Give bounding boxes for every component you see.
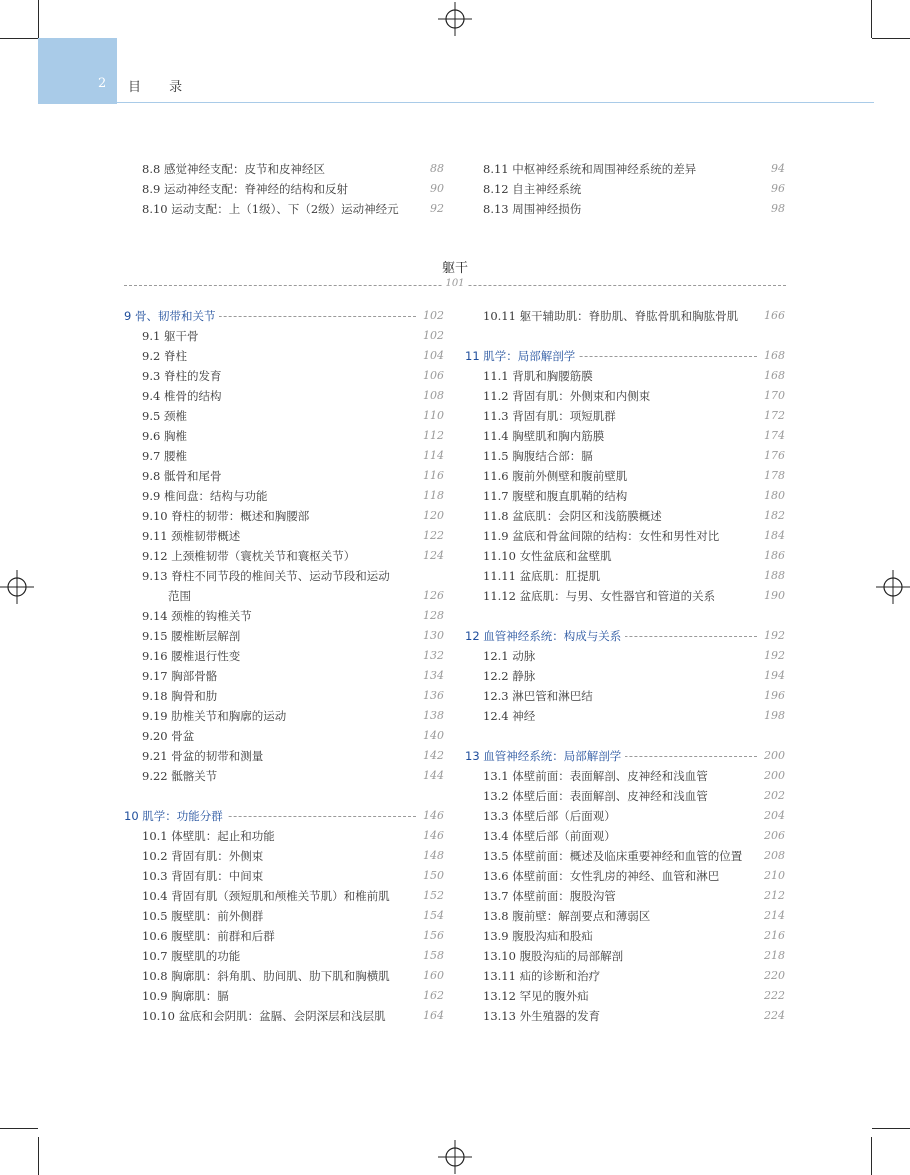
toc-entry-label: 9.2 脊柱 — [142, 349, 187, 363]
toc-spacer — [465, 326, 785, 346]
toc-entry-label: 9.5 颈椎 — [142, 409, 187, 423]
toc-entry-label: 9.18 胸骨和肋 — [142, 689, 218, 703]
toc-entry[interactable] — [465, 986, 785, 1006]
toc-entry[interactable] — [465, 506, 785, 526]
toc-entry-page: 90 — [430, 182, 444, 195]
toc-entry-label: 9.17 胸部骨骼 — [142, 669, 218, 683]
toc-entry-label: 范围 — [168, 589, 191, 603]
toc-entry-label: 13.10 腹股沟疝的局部解剖 — [483, 949, 624, 963]
toc-entry-page: 102 — [423, 309, 444, 322]
toc-entry[interactable] — [465, 1006, 785, 1026]
toc-entry-label: 9.8 骶骨和尾骨 — [142, 469, 222, 483]
toc-entry-label: 10.3 背固有肌：中间束 — [142, 869, 264, 883]
toc-entry-label: 11.8 盆底肌：会阴区和浅筋膜概述 — [483, 509, 662, 523]
toc-right-column — [465, 306, 785, 1026]
toc-entry[interactable] — [124, 846, 444, 866]
toc-entry[interactable] — [465, 786, 785, 806]
toc-entry-label: 8.11 中枢神经系统和周围神经系统的差异 — [483, 162, 697, 176]
toc-entry[interactable] — [124, 386, 444, 406]
toc-entry-label: 9.4 椎骨的结构 — [142, 389, 222, 403]
toc-entry-page: 146 — [423, 809, 444, 822]
toc-entry-label: 10.10 盆底和会阴肌：盆膈、会阴深层和浅层肌 — [142, 1009, 386, 1023]
toc-entry[interactable] — [465, 546, 785, 566]
toc-entry[interactable] — [124, 826, 444, 846]
toc-entry-label: 11.2 背固有肌：外侧束和内侧束 — [483, 389, 651, 403]
toc-entry[interactable] — [124, 159, 444, 179]
toc-entry-page: 168 — [764, 369, 785, 382]
toc-entry[interactable] — [465, 486, 785, 506]
toc-entry-page: 94 — [771, 162, 785, 175]
toc-entry-page: 106 — [423, 369, 444, 382]
toc-entry[interactable] — [465, 846, 785, 866]
toc-entry-page: 188 — [764, 569, 785, 582]
toc-entry-label: 13.3 体壁后部（后面观） — [483, 809, 616, 823]
toc-entry-page: 164 — [423, 1009, 444, 1022]
toc-entry-page: 182 — [764, 509, 785, 522]
toc-entry-page: 104 — [423, 349, 444, 362]
toc-entry-label: 13.11 疝的诊断和治疗 — [483, 969, 601, 983]
toc-entry[interactable] — [124, 866, 444, 886]
toc-entry-label: 12.3 淋巴管和淋巴结 — [483, 689, 593, 703]
toc-entry-label: 10.6 腹壁肌：前群和后群 — [142, 929, 275, 943]
toc-entry-page: 186 — [764, 549, 785, 562]
toc-entry-page: 140 — [423, 729, 444, 742]
toc-chapter-entry[interactable] — [465, 626, 785, 646]
toc-entry-page: 208 — [764, 849, 785, 862]
toc-entry[interactable] — [465, 406, 785, 426]
registration-mark-icon — [438, 2, 472, 36]
toc-entry-label: 11.5 胸腹结合部：膈 — [483, 449, 593, 463]
toc-spacer — [465, 606, 785, 626]
toc-entry-label: 13.13 外生殖器的发育 — [483, 1009, 601, 1023]
toc-entry-label: 8.12 自主神经系统 — [483, 182, 582, 196]
toc-entry-page: 132 — [423, 649, 444, 662]
toc-entry-page: 204 — [764, 809, 785, 822]
toc-entry-page: 126 — [423, 589, 444, 602]
toc-entry-page: 206 — [764, 829, 785, 842]
toc-entry-page: 200 — [764, 749, 785, 762]
toc-entry-label: 13.8 腹前壁：解剖要点和薄弱区 — [483, 909, 651, 923]
toc-entry-label: 12.2 静脉 — [483, 669, 536, 683]
toc-entry[interactable] — [124, 366, 444, 386]
toc-entry[interactable] — [124, 586, 444, 606]
toc-entry-page: 166 — [764, 309, 785, 322]
toc-entry-page: 180 — [764, 489, 785, 502]
toc-entry-page: 190 — [764, 589, 785, 602]
toc-entry-label: 11.7 腹壁和腹直肌鞘的结构 — [483, 489, 628, 503]
toc-entry-label: 8.9 运动神经支配：脊神经的结构和反射 — [142, 182, 348, 196]
toc-entry-label: 9.10 脊柱的韧带：概述和胸腰部 — [142, 509, 310, 523]
toc-entry-label: 8.13 周围神经损伤 — [483, 202, 582, 216]
toc-entry-page: 88 — [430, 162, 444, 175]
toc-entry-page: 154 — [423, 909, 444, 922]
toc-entry[interactable] — [124, 446, 444, 466]
toc-entry[interactable] — [465, 766, 785, 786]
toc-entry-label: 13 血管神经系统：局部解剖学 — [465, 746, 625, 766]
toc-chapter-entry[interactable] — [465, 346, 785, 366]
toc-entry[interactable] — [124, 966, 444, 986]
toc-entry[interactable] — [124, 606, 444, 626]
toc-entry-label: 10.1 体壁肌：起止和功能 — [142, 829, 275, 843]
toc-entry-page: 152 — [423, 889, 444, 902]
toc-entry[interactable] — [465, 586, 785, 606]
toc-entry-label: 12.1 动脉 — [483, 649, 536, 663]
toc-entry-page: 162 — [423, 989, 444, 1002]
toc-entry-label: 9.6 胸椎 — [142, 429, 187, 443]
toc-entry-label: 10 肌学：功能分群 — [124, 806, 227, 826]
toc-entry-label: 9.15 腰椎断层解剖 — [142, 629, 241, 643]
toc-entry-label: 9.14 颈椎的钩椎关节 — [142, 609, 252, 623]
toc-entry-page: 114 — [423, 449, 444, 462]
toc-entry[interactable] — [124, 466, 444, 486]
toc-entry-label: 13.12 罕见的腹外疝 — [483, 989, 589, 1003]
toc-entry-label: 9.1 躯干骨 — [142, 329, 199, 343]
toc-entry-page: 92 — [430, 202, 444, 215]
toc-entry[interactable] — [465, 706, 785, 726]
toc-entry-label: 10.5 腹壁肌：前外侧群 — [142, 909, 264, 923]
toc-entry[interactable] — [124, 646, 444, 666]
toc-entry-label: 9.16 腰椎退行性变 — [142, 649, 241, 663]
toc-entry-page: 150 — [423, 869, 444, 882]
toc-entry-label: 11.10 女性盆底和盆壁肌 — [483, 549, 612, 563]
toc-entry-label: 9.11 颈椎韧带概述 — [142, 529, 241, 543]
toc-entry[interactable] — [124, 566, 444, 586]
toc-entry-page: 172 — [764, 409, 785, 422]
toc-entry-page: 212 — [764, 889, 785, 902]
toc-entry[interactable] — [465, 926, 785, 946]
toc-entry-label: 13.7 体壁前面：腹股沟管 — [483, 889, 616, 903]
registration-mark-icon — [876, 570, 910, 604]
toc-entry[interactable] — [465, 866, 785, 886]
toc-entry[interactable] — [124, 766, 444, 786]
toc-entry-page: 120 — [423, 509, 444, 522]
toc-entry-page: 142 — [423, 749, 444, 762]
toc-entry-label: 12 血管神经系统：构成与关系 — [465, 626, 625, 646]
toc-entry[interactable] — [465, 426, 785, 446]
toc-entry-page: 122 — [423, 529, 444, 542]
toc-entry-label: 9.3 脊柱的发育 — [142, 369, 222, 383]
toc-entry-page: 144 — [423, 769, 444, 782]
toc-entry-label: 9.20 骨盆 — [142, 729, 195, 743]
toc-entry-page: 214 — [764, 909, 785, 922]
toc-entry[interactable] — [124, 406, 444, 426]
toc-entry-page: 110 — [423, 409, 444, 422]
crop-mark — [872, 1128, 910, 1129]
toc-entry-page: 108 — [423, 389, 444, 402]
toc-top-right-column — [465, 159, 785, 219]
toc-entry[interactable] — [465, 159, 785, 179]
toc-entry-label: 9.12 上颈椎韧带（寰枕关节和寰枢关节） — [142, 549, 356, 563]
toc-entry-page: 124 — [423, 549, 444, 562]
toc-chapter-entry[interactable] — [465, 746, 785, 766]
toc-entry[interactable] — [465, 526, 785, 546]
toc-entry-label: 9.7 腰椎 — [142, 449, 187, 463]
toc-entry[interactable] — [465, 646, 785, 666]
toc-entry[interactable] — [124, 346, 444, 366]
toc-entry[interactable] — [465, 826, 785, 846]
toc-entry-page: 118 — [423, 489, 444, 502]
toc-entry-page: 174 — [764, 429, 785, 442]
toc-entry-page: 130 — [423, 629, 444, 642]
toc-entry-label: 13.6 体壁前面：女性乳房的神经、血管和淋巴 — [483, 869, 720, 883]
header-rule — [117, 102, 874, 103]
toc-entry-page: 210 — [764, 869, 785, 882]
toc-entry[interactable] — [465, 966, 785, 986]
toc-chapter-entry[interactable] — [124, 806, 444, 826]
toc-spacer — [124, 786, 444, 806]
toc-entry[interactable] — [124, 706, 444, 726]
toc-entry-label: 10.11 躯干辅助肌：脊肋肌、脊肱骨肌和胸肱骨肌 — [483, 309, 739, 323]
toc-entry[interactable] — [465, 466, 785, 486]
toc-entry[interactable] — [465, 199, 785, 219]
toc-entry[interactable] — [465, 366, 785, 386]
toc-entry-page: 168 — [764, 349, 785, 362]
toc-left-column — [124, 306, 444, 1026]
toc-entry-label: 10.9 胸廓肌：膈 — [142, 989, 229, 1003]
page-title: 目 录 — [128, 80, 195, 95]
toc-entry-page: 96 — [771, 182, 785, 195]
crop-mark — [872, 38, 910, 39]
toc-entry-page: 194 — [764, 669, 785, 682]
toc-entry-label: 11.6 腹前外侧壁和腹前壁肌 — [483, 469, 628, 483]
toc-entry[interactable] — [124, 546, 444, 566]
toc-entry[interactable] — [465, 566, 785, 586]
toc-entry[interactable] — [124, 746, 444, 766]
toc-entry[interactable] — [124, 486, 444, 506]
toc-entry-page: 200 — [764, 769, 785, 782]
toc-entry[interactable] — [124, 199, 444, 219]
toc-entry[interactable] — [124, 686, 444, 706]
toc-entry[interactable] — [465, 886, 785, 906]
toc-entry-page: 224 — [764, 1009, 785, 1022]
toc-entry-label: 13.9 腹股沟疝和股疝 — [483, 929, 593, 943]
toc-entry-page: 138 — [423, 709, 444, 722]
toc-entry[interactable] — [465, 806, 785, 826]
toc-top-left-column — [124, 159, 444, 219]
toc-entry-label: 9.22 骶髂关节 — [142, 769, 218, 783]
toc-entry[interactable] — [124, 886, 444, 906]
toc-entry-page: 102 — [423, 329, 444, 342]
toc-entry-label: 10.8 胸廓肌：斜角肌、肋间肌、肋下肌和胸横肌 — [142, 969, 390, 983]
toc-entry-label: 11.12 盆底肌：与男、女性器官和管道的关系 — [483, 589, 716, 603]
crop-mark — [0, 1128, 38, 1129]
registration-mark-icon — [0, 570, 34, 604]
toc-entry-label: 10.2 背固有肌：外侧束 — [142, 849, 264, 863]
toc-entry-label: 9.21 骨盆的韧带和测量 — [142, 749, 264, 763]
toc-entry-page: 222 — [764, 989, 785, 1002]
toc-entry[interactable] — [124, 726, 444, 746]
toc-entry[interactable] — [124, 946, 444, 966]
header-color-block — [38, 38, 117, 104]
toc-entry-page: 176 — [764, 449, 785, 462]
section-page-number-text: 101 — [442, 278, 467, 289]
toc-entry-label: 10.4 背固有肌（颈短肌和颅椎关节肌）和椎前肌 — [142, 889, 390, 903]
crop-mark — [38, 1137, 39, 1175]
toc-entry-label: 11.4 胸壁肌和胸内筋膜 — [483, 429, 605, 443]
toc-entry-label: 11.3 背固有肌：项短肌群 — [483, 409, 616, 423]
toc-entry-page: 202 — [764, 789, 785, 802]
toc-entry[interactable] — [124, 626, 444, 646]
toc-entry-label: 9.19 肋椎关节和胸廓的运动 — [142, 709, 287, 723]
toc-entry[interactable] — [124, 1006, 444, 1026]
toc-entry[interactable] — [465, 306, 785, 326]
toc-entry[interactable] — [465, 179, 785, 199]
toc-entry[interactable] — [465, 446, 785, 466]
toc-entry-label: 9.13 脊柱不同节段的椎间关节、运动节段和运动 — [142, 569, 390, 583]
toc-entry-label: 13.4 体壁后部（前面观） — [483, 829, 616, 843]
toc-entry-label: 11.9 盆底和骨盆间隙的结构：女性和男性对比 — [483, 529, 720, 543]
page-number: 2 — [98, 76, 107, 91]
toc-entry[interactable] — [124, 906, 444, 926]
toc-entry-page: 134 — [423, 669, 444, 682]
toc-entry-page: 192 — [764, 649, 785, 662]
toc-entry-page: 198 — [764, 709, 785, 722]
toc-entry[interactable] — [124, 666, 444, 686]
toc-entry-label: 9.9 椎间盘：结构与功能 — [142, 489, 268, 503]
toc-entry-page: 218 — [764, 949, 785, 962]
crop-mark — [871, 0, 872, 38]
toc-entry-page: 146 — [423, 829, 444, 842]
crop-mark — [871, 1137, 872, 1175]
toc-spacer — [465, 726, 785, 746]
toc-entry[interactable] — [124, 986, 444, 1006]
toc-entry[interactable] — [465, 946, 785, 966]
toc-entry-page: 112 — [423, 429, 444, 442]
toc-entry[interactable] — [465, 906, 785, 926]
toc-entry-page: 220 — [764, 969, 785, 982]
registration-mark-icon — [438, 1140, 472, 1174]
toc-entry-label: 8.8 感觉神经支配：皮节和皮神经区 — [142, 162, 325, 176]
toc-entry-page: 184 — [764, 529, 785, 542]
toc-entry-page: 160 — [423, 969, 444, 982]
toc-entry-page: 216 — [764, 929, 785, 942]
toc-entry[interactable] — [124, 926, 444, 946]
toc-entry-page: 196 — [764, 689, 785, 702]
toc-entry-page: 148 — [423, 849, 444, 862]
toc-entry-label: 11.11 盆底肌：肛提肌 — [483, 569, 601, 583]
toc-entry-page: 170 — [764, 389, 785, 402]
toc-chapter-entry[interactable] — [124, 306, 444, 326]
toc-entry-page: 128 — [423, 609, 444, 622]
toc-entry-page: 136 — [423, 689, 444, 702]
toc-entry[interactable] — [465, 386, 785, 406]
toc-entry-page: 192 — [764, 629, 785, 642]
toc-entry-label: 12.4 神经 — [483, 709, 536, 723]
toc-entry[interactable] — [124, 179, 444, 199]
section-page-number — [0, 278, 910, 289]
toc-entry[interactable] — [465, 686, 785, 706]
toc-entry-page: 178 — [764, 469, 785, 482]
toc-entry-label: 10.7 腹壁肌的功能 — [142, 949, 241, 963]
toc-entry-label: 11.1 背肌和胸腰筋膜 — [483, 369, 593, 383]
toc-entry-label: 13.2 体壁后面：表面解剖、皮神经和浅血管 — [483, 789, 708, 803]
toc-entry-label: 13.1 体壁前面：表面解剖、皮神经和浅血管 — [483, 769, 708, 783]
toc-entry[interactable] — [124, 426, 444, 446]
toc-entry-page: 116 — [423, 469, 444, 482]
toc-entry-page: 158 — [423, 949, 444, 962]
toc-entry[interactable] — [124, 506, 444, 526]
toc-entry[interactable] — [465, 666, 785, 686]
toc-entry-label: 8.10 运动支配：上（1级）、下（2级）运动神经元 — [142, 202, 399, 216]
toc-entry[interactable] — [124, 526, 444, 546]
section-title: 躯干 — [441, 261, 468, 276]
toc-entry-label: 13.5 体壁前面：概述及临床重要神经和血管的位置 — [483, 849, 743, 863]
toc-entry-label: 11 肌学：局部解剖学 — [465, 346, 579, 366]
toc-entry-page: 98 — [771, 202, 785, 215]
toc-entry-page: 156 — [423, 929, 444, 942]
toc-entry-label: 9 骨、韧带和关节 — [124, 306, 219, 326]
crop-mark — [0, 38, 38, 39]
toc-entry[interactable] — [124, 326, 444, 346]
crop-mark — [38, 0, 39, 38]
